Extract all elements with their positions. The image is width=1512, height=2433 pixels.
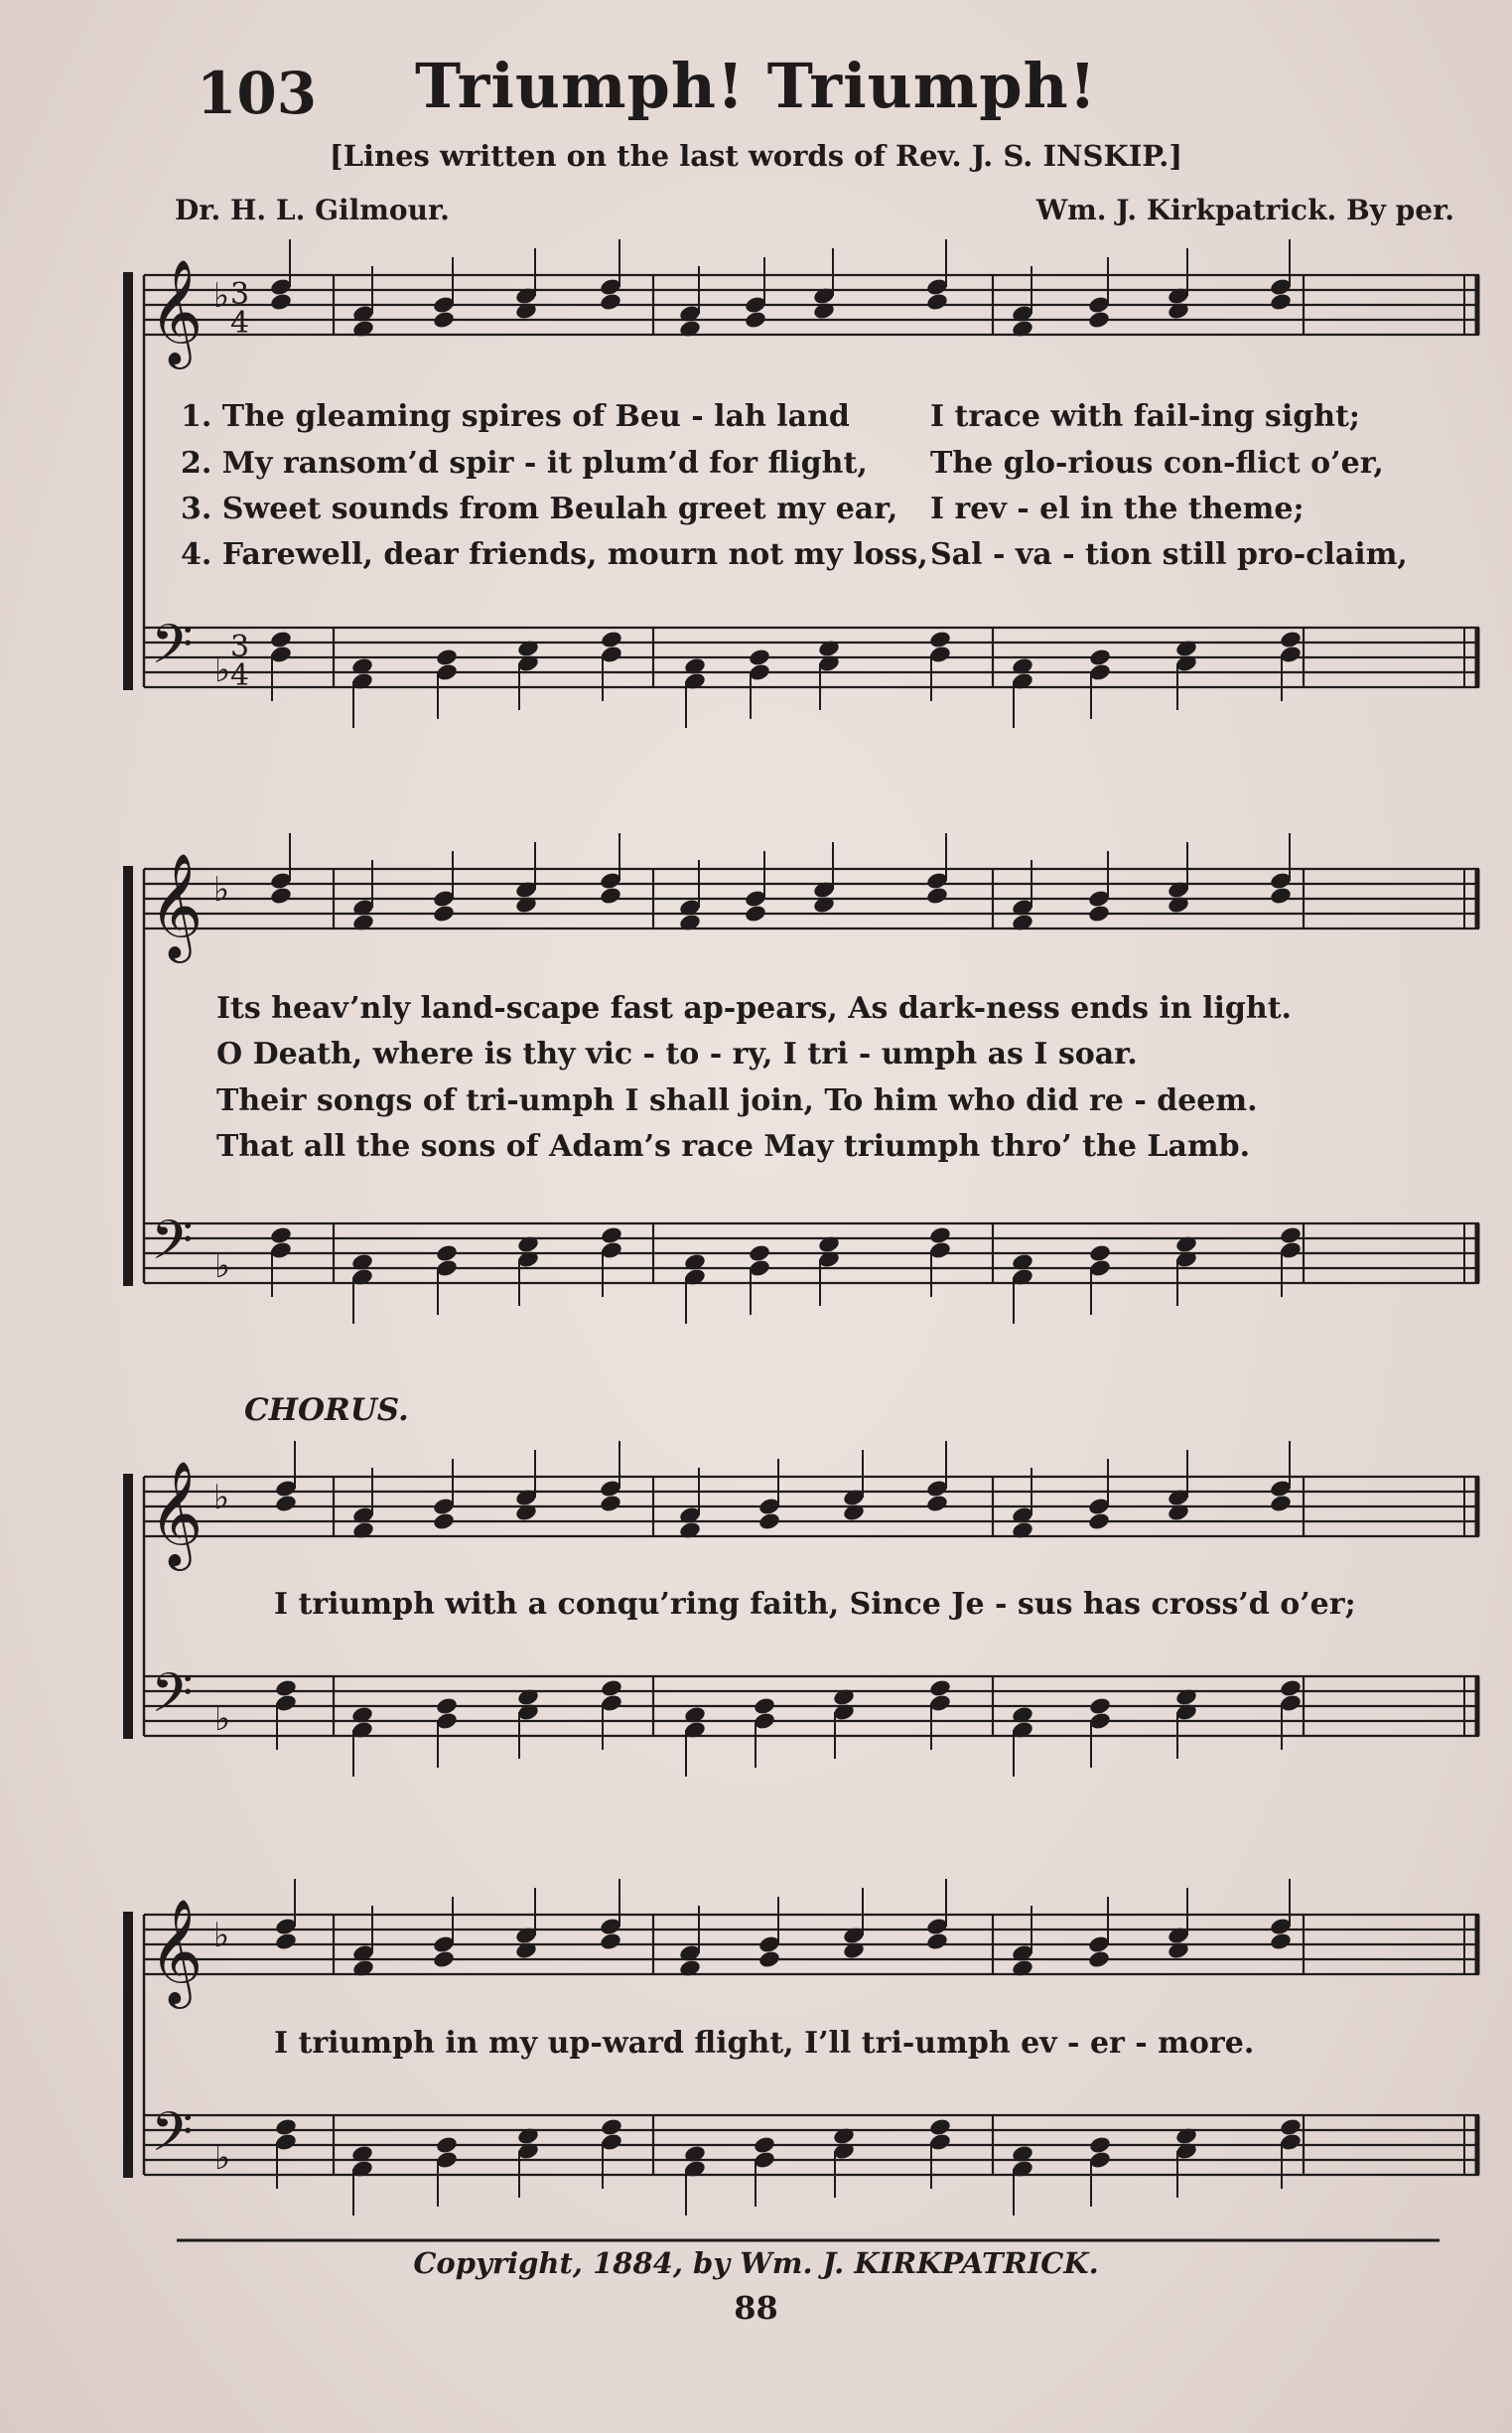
system-2-treble-notehead	[599, 886, 622, 906]
system-2-bass-notehead	[928, 1225, 952, 1245]
system-3-brace	[123, 1474, 133, 1739]
verse-3-lyric-b: I rev - el in the theme;	[930, 492, 1305, 526]
system-4-treble-notehead	[599, 1932, 622, 1951]
system-1-bass-notehead	[748, 647, 771, 667]
system-4-bass-notehead	[928, 2117, 952, 2137]
system-4-bass-clef: 𝄢	[151, 2100, 194, 2177]
system-4-treble-notehead	[925, 1932, 949, 1951]
system-1-bass-time-top: 3	[230, 630, 250, 664]
system-2-bass-notehead	[1279, 1225, 1303, 1245]
verse-4-lyric-c: That all the sons of Adam’s race May triumph thro’ the Lamb.	[216, 1129, 1251, 1164]
system-4-treble-notehead	[432, 1949, 456, 1969]
system-2-treble-notehead	[925, 886, 949, 906]
hymn-subtitle: [Lines written on the last words of Rev. J. S. INSKIP.]	[329, 139, 1183, 173]
system-3-bass-flat: ♭	[214, 1699, 231, 1739]
system-2-bass-clef: 𝄢	[151, 1209, 194, 1285]
system-1-treble-notehead	[925, 292, 949, 312]
system-3-bass-notehead	[1088, 1696, 1112, 1716]
verse-2-lyric-b: The glo-rious con-flict o’er,	[930, 446, 1384, 481]
system-1-bass-time-bottom: 4	[230, 658, 250, 693]
hymn-title: Triumph! Triumph!	[415, 50, 1097, 122]
system-4-treble-notehead	[274, 1932, 298, 1951]
system-1-bass-notehead	[269, 630, 293, 649]
system-4-treble-flat: ♭	[213, 1916, 230, 1955]
verse-2-lyric-a: 2. My ransom’d spir - it plum’d for flight,	[181, 446, 868, 481]
copyright-notice: Copyright, 1884, by Wm. J. KIRKPATRICK.	[413, 2246, 1099, 2280]
verse-1-lyric-b: I trace with fail-ing sight;	[930, 399, 1360, 434]
system-3-treble-flat: ♭	[213, 1478, 230, 1517]
system-1-treble-notehead	[1087, 310, 1111, 330]
system-1-treble-time-top: 3	[230, 277, 250, 312]
system-1-bass-clef: 𝄢	[151, 613, 194, 689]
system-4-treble-clef: 𝄞	[149, 1898, 204, 2004]
verse-3-lyric-a: 3. Sweet sounds from Beulah greet my ear,	[181, 492, 898, 526]
system-4-treble-notehead	[757, 1949, 781, 1969]
system-1-bass-notehead	[928, 630, 952, 649]
system-4-bass-notehead	[274, 2117, 298, 2137]
system-3-treble-clef: 𝄞	[149, 1460, 204, 1566]
system-1-bass-notehead	[1279, 630, 1303, 649]
system-2-treble-notehead	[1269, 886, 1293, 906]
page-number: 88	[734, 2289, 778, 2327]
system-4-bass-notehead	[753, 2135, 776, 2155]
verse-1-lyric-c: Its heav’nly land-scape fast ap-pears, As dark-ness ends in light.	[216, 991, 1293, 1026]
system-2-brace	[123, 866, 133, 1286]
system-2-treble-flat: ♭	[213, 870, 230, 910]
verse-2-lyric-c: O Death, where is thy vic - to - ry, I tri - umph as I soar.	[216, 1037, 1138, 1072]
system-2-bass-notehead	[748, 1243, 771, 1263]
system-1-brace	[123, 272, 133, 690]
system-1-treble-flat: ♭	[213, 276, 230, 316]
system-3-treble-notehead	[599, 1494, 622, 1513]
system-4-treble-notehead	[1087, 1949, 1111, 1969]
system-2-bass-flat: ♭	[214, 1246, 231, 1286]
system-3-treble-notehead	[432, 1511, 456, 1531]
system-4-bass-notehead	[1088, 2135, 1112, 2155]
system-4-bass-notehead	[1279, 2117, 1303, 2137]
system-1-bass-flat: ♭	[214, 650, 231, 690]
hymn-number: 103	[197, 60, 318, 127]
system-3-bass-clef: 𝄢	[151, 1661, 194, 1738]
system-2-bass-notehead	[1088, 1243, 1112, 1263]
system-4-bass-notehead	[435, 2135, 459, 2155]
system-1-bass-notehead	[1088, 647, 1112, 667]
system-1-treble-notehead	[1269, 292, 1293, 312]
system-3-bass-notehead	[600, 1678, 623, 1698]
system-2-bass-notehead	[269, 1225, 293, 1245]
chorus-label: CHORUS.	[244, 1392, 409, 1428]
system-4-brace	[123, 1912, 133, 2178]
system-1-treble-notehead	[269, 292, 293, 312]
system-3-treble-notehead	[757, 1511, 781, 1531]
system-3-bass-notehead	[928, 1678, 952, 1698]
system-3-treble-notehead	[925, 1494, 949, 1513]
verse-4-lyric-a: 4. Farewell, dear friends, mourn not my loss,	[181, 537, 928, 572]
system-2-treble-notehead	[1087, 904, 1111, 924]
system-4-bass-notehead	[600, 2117, 623, 2137]
system-1-treble-clef: 𝄞	[149, 258, 204, 364]
verse-1-lyric-a: 1. The gleaming spires of Beu - lah land	[181, 399, 850, 434]
system-1-treble-notehead	[432, 310, 456, 330]
system-1-bass-notehead	[600, 630, 623, 649]
system-4-bass-flat: ♭	[214, 2138, 231, 2178]
system-2-treble-notehead	[432, 904, 456, 924]
system-3-bass-notehead	[753, 1696, 776, 1716]
system-2-treble-notehead	[744, 904, 767, 924]
system-3-bass-notehead	[435, 1696, 459, 1716]
system-2-bass-notehead	[600, 1225, 623, 1245]
system-1-bass-notehead	[435, 647, 459, 667]
system-1-treble-notehead	[744, 310, 767, 330]
system-3-treble-notehead	[1087, 1511, 1111, 1531]
composer-credit: Wm. J. Kirkpatrick. By per.	[1035, 194, 1454, 226]
lyricist-credit: Dr. H. L. Gilmour.	[175, 194, 450, 226]
system-2-treble-clef: 𝄞	[149, 852, 204, 958]
system-3-treble-notehead	[274, 1494, 298, 1513]
verse-4-lyric-b: Sal - va - tion still pro-claim,	[930, 537, 1408, 572]
verse-3-lyric-c: Their songs of tri-umph I shall join, To him who did re - deem.	[216, 1083, 1258, 1118]
system-3-bass-notehead	[1279, 1678, 1303, 1698]
chorus-lyric-1: I triumph with a conqu’ring faith, Since Je - sus has cross’d o’er;	[274, 1587, 1356, 1622]
chorus-lyric-2: I triumph in my up-ward flight, I’ll tri-umph ev - er - more.	[274, 2026, 1255, 2061]
system-1-treble-notehead	[599, 292, 622, 312]
system-2-treble-notehead	[269, 886, 293, 906]
system-4-treble-notehead	[1269, 1932, 1293, 1951]
system-3-bass-notehead	[274, 1678, 298, 1698]
system-2-bass-notehead	[435, 1243, 459, 1263]
system-1-treble-time-bottom: 4	[230, 306, 250, 341]
system-3-treble-notehead	[1269, 1494, 1293, 1513]
